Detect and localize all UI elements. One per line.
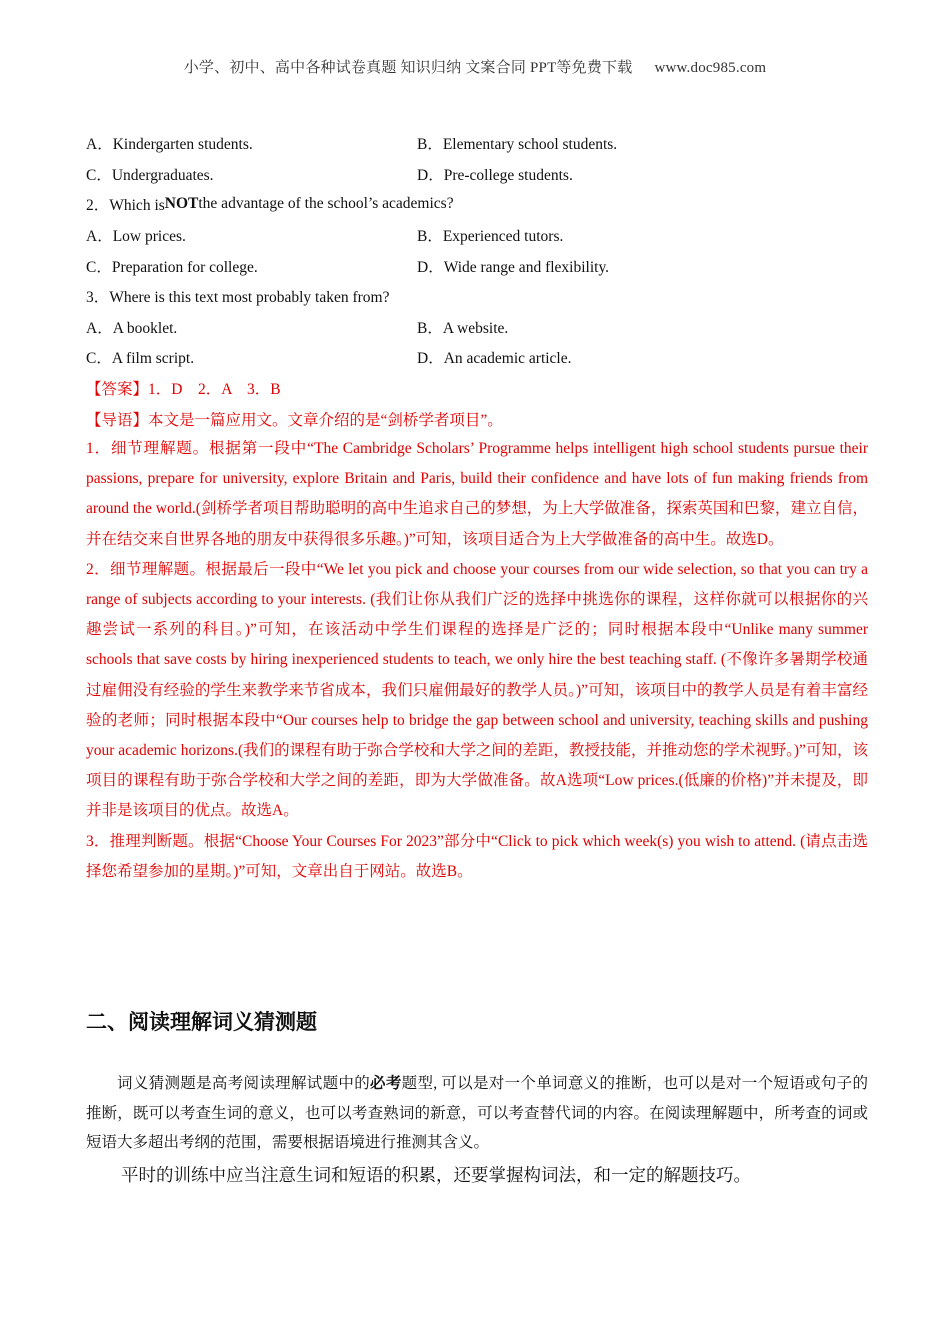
section-title: 二、阅读理解词义猜测题 — [86, 1010, 317, 1034]
q1-options-row-1 — [86, 128, 868, 159]
q1-option-c: C．Undergraduates. — [86, 166, 214, 184]
q3-option-b: B．A website. — [417, 319, 509, 337]
q3-option-a: A．A booklet. — [86, 319, 178, 337]
q2-option-b: B．Experienced tutors. — [417, 228, 564, 246]
q3-options-row-2 — [86, 342, 868, 373]
section-paragraph-2: 平时的训练中应当注意生词和短语的积累，还要掌握构词法，和一定的解题技巧。 — [121, 1164, 751, 1185]
answer-line: 【答案】1．D 2．A 3．B — [86, 381, 281, 399]
emphasis-bixao: 必考 — [370, 1075, 402, 1092]
q2-option-c: C．Preparation for college. — [86, 258, 258, 276]
q3-option-d: D．An academic article. — [417, 350, 572, 368]
explanation-2: 2．细节理解题。根据最后一段中“We let you pick and choose your courses from our wide selection, so that you can try a range of subjects according to your interests. (我们让你从我们广泛的选择中挑选你的课程，这样你就可以根据你的兴趣尝试一系列的科目。)”可知，在该活动中学生们课程的选择是广泛的；同时根据本段中“Unlike many summer schools that save costs by hiring inexperienced students to teach, we only hire the best teaching staff. (不像许多暑期学校通过雇佣没有经验的学生来教学来节省成本，我们只雇佣最好的教学人员。)”可知，该项目中的教学人员是有着丰富经验的老师；同时根据本段中“Our courses help to bridge the gap between school and university, teaching skills and pushing your academic horizons.(我们的课程有助于弥合学校和大学之间的差距，教授技能，并推动您的学术视野。)”可知，该项目的课程有助于弥合学校和大学之间的差距，即为大学做准备。故A选项“Low prices.(低廉的价格)”并未提及，即并非是该项目的优点。故选A。 — [86, 560, 868, 820]
q2-option-a: A．Low prices. — [86, 228, 186, 246]
section-body — [86, 1069, 868, 1192]
q2-emphasis: NOT — [164, 195, 199, 213]
section-paragraph-1: 词义猜测题是高考阅读理解试题中的必考题型, 可以是对一个单词意义的推断，也可以是对一个短语或句子的推断，既可以考查生词的意义，也可以考查熟词的新意，可以考查替代词的内容。在阅读理解题中，所考查的词或短语大多超出考纲的范围，需要根据语境进行推测其含义。 — [86, 1075, 868, 1151]
q1-option-d: D．Pre-college students. — [417, 166, 573, 184]
q2-option-d: D．Wide range and flexibility. — [417, 258, 610, 276]
q1-option-b: B．Elementary school students. — [417, 136, 618, 154]
q2-options-row-2 — [86, 250, 868, 281]
q1-option-a: A．Kindergarten students. — [86, 136, 253, 154]
header-text: 小学、初中、高中各种试卷真题 知识归纳 文案合同 PPT等免费下载 — [183, 60, 633, 76]
q2-options-row-1 — [86, 220, 868, 251]
guide-line: 【导语】本文是一篇应用文。文章介绍的是“剑桥学者项目”。 — [86, 411, 503, 429]
question-content — [86, 128, 868, 887]
page-header — [0, 56, 950, 77]
q2-stem: 2．Which is NOT the advantage of the school’s academics? — [86, 195, 454, 215]
q1-options-row-2 — [86, 159, 868, 190]
q3-stem: 3．Where is this text most probably taken from? — [86, 289, 390, 307]
explanations — [86, 434, 868, 887]
header-site-link[interactable]: www.doc985.com — [654, 60, 767, 76]
q3-options-row-1 — [86, 312, 868, 343]
explanation-3: 3．推理判断题。根据“Choose Your Courses For 2023”部分中“Click to pick which week(s) you wish to attend. (请点击选择您希望参加的星期。)”可知，文章出自于网站。故选B。 — [86, 832, 868, 880]
explanation-1: 1．细节理解题。根据第一段中“The Cambridge Scholars’ Programme helps intelligent high school students pursue their passions, prepare for university, explore Britain and Paris, build their confidence and have lots of fun making friends from around the world.(剑桥学者项目帮助聪明的高中生追求自己的梦想，为上大学做准备，探索英国和巴黎，建立自信，并在结交来自世界各地的朋友中获得很多乐趣。)”可知，该项目适合为上大学做准备的高中生。故选D。 — [86, 439, 868, 548]
q3-option-c: C．A film script. — [86, 350, 195, 368]
